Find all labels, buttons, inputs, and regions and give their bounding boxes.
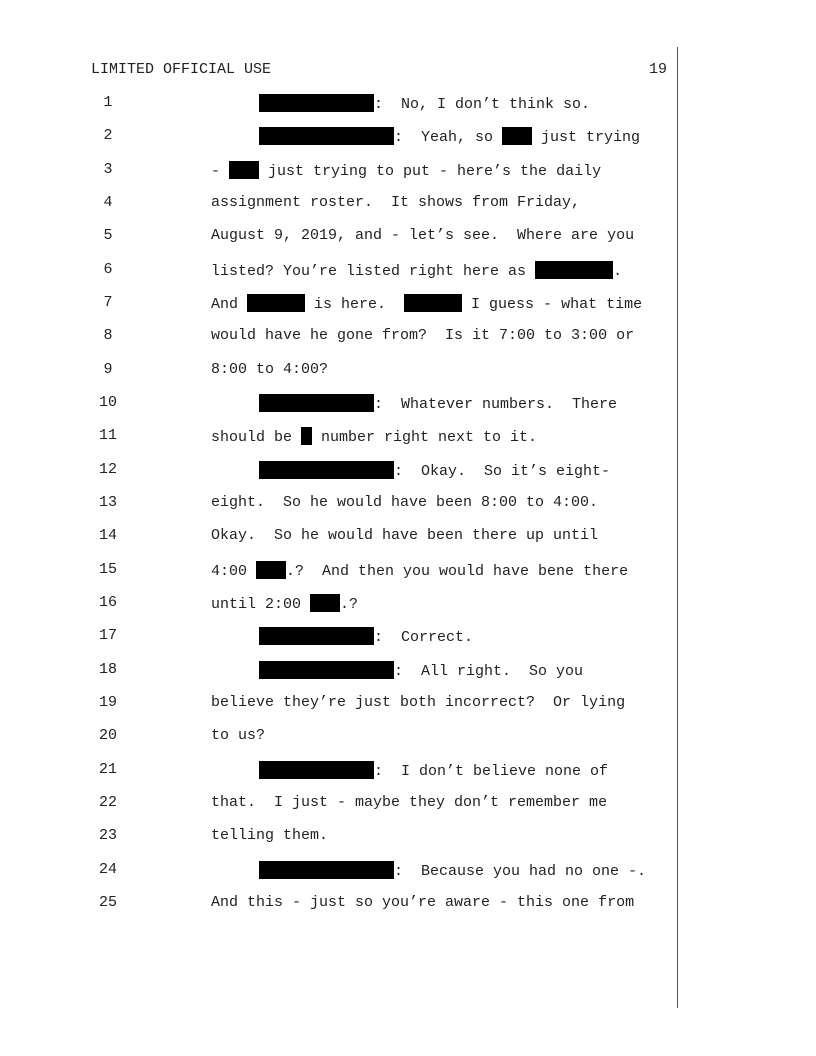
- line-number: 9: [103, 360, 113, 378]
- transcript-line: [0, 327, 680, 349]
- line-text: [211, 361, 328, 378]
- line-text: [211, 694, 625, 711]
- text-segment: number right next to it.: [312, 429, 538, 447]
- redaction-block: [301, 427, 312, 445]
- transcript-line: [0, 627, 680, 649]
- text-segment: .?: [340, 595, 359, 613]
- text-segment: : Because you had no one -.: [394, 862, 647, 880]
- line-text: [211, 494, 598, 511]
- line-text: [211, 527, 598, 544]
- line-text: [211, 261, 622, 280]
- text-segment: : Correct.: [374, 629, 474, 647]
- transcript-line: [0, 594, 680, 616]
- line-text: [259, 461, 610, 480]
- transcript-line: [0, 861, 680, 883]
- text-segment: should be: [211, 429, 302, 447]
- line-text: [211, 894, 634, 911]
- line-text: [211, 594, 358, 613]
- line-text: [259, 127, 640, 146]
- text-segment: : No, I don’t think so.: [374, 96, 591, 113]
- redaction-block: [259, 627, 374, 645]
- transcript-line: [0, 527, 680, 549]
- transcript-line: [0, 161, 680, 183]
- line-number: 19: [98, 693, 117, 711]
- line-number: 16: [98, 593, 117, 611]
- text-segment: just trying: [532, 129, 641, 147]
- text-segment: .: [613, 262, 623, 280]
- transcript-line: [0, 761, 680, 783]
- text-segment: telling them.: [211, 827, 329, 845]
- line-text: [211, 561, 628, 580]
- redaction-block: [259, 461, 394, 479]
- line-text: [259, 94, 590, 113]
- transcript-line: [0, 127, 680, 149]
- line-number: 4: [103, 193, 113, 211]
- text-segment: August 9, 2019, and - let’s see. Where are you: [211, 227, 635, 245]
- text-segment: : Whatever numbers. There: [374, 395, 618, 413]
- redaction-block: [259, 94, 374, 112]
- redaction-block: [247, 294, 305, 312]
- transcript-line: [0, 361, 680, 383]
- transcript-line: [0, 561, 680, 583]
- text-segment: And this - just so you’re aware - this one from: [211, 893, 635, 911]
- line-number: 8: [103, 327, 113, 345]
- line-number: 1: [103, 94, 113, 111]
- line-number: 3: [103, 160, 113, 178]
- line-text: [211, 827, 328, 844]
- transcript-line: [0, 894, 680, 916]
- line-text: [211, 727, 265, 744]
- line-number: 2: [103, 127, 113, 145]
- text-segment: that. I just - maybe they don’t remember me: [211, 793, 608, 811]
- line-text: [211, 294, 642, 313]
- classification-marking: LIMITED OFFICIAL USE: [91, 61, 272, 78]
- line-number: 15: [98, 560, 117, 578]
- line-text: [259, 661, 583, 680]
- transcript-line: [0, 794, 680, 816]
- text-segment: And: [211, 295, 248, 313]
- text-segment: : Okay. So it’s eight-: [394, 462, 611, 480]
- text-segment: : Yeah, so: [394, 129, 503, 147]
- redaction-block: [404, 294, 462, 312]
- transcript-line: [0, 727, 680, 749]
- line-number: 6: [103, 260, 113, 278]
- line-number: 20: [98, 727, 117, 745]
- text-segment: to us?: [211, 727, 266, 745]
- text-segment: 8:00 to 4:00?: [211, 360, 329, 378]
- text-segment: is here.: [305, 295, 405, 313]
- redaction-block: [259, 661, 394, 679]
- line-number: 10: [98, 393, 117, 411]
- redaction-block: [310, 594, 340, 612]
- line-text: [211, 161, 601, 180]
- page-header: [91, 61, 667, 81]
- text-segment: : All right. So you: [394, 662, 584, 680]
- transcript-line: [0, 494, 680, 516]
- transcript-line: [0, 427, 680, 449]
- line-number: 12: [98, 460, 117, 478]
- text-segment: assignment roster. It shows from Friday,: [211, 193, 581, 211]
- line-text: [211, 794, 607, 811]
- line-text: [259, 761, 608, 780]
- text-segment: eight. So he would have been 8:00 to 4:00.: [211, 493, 599, 511]
- line-text: [211, 227, 634, 244]
- transcript-line: [0, 661, 680, 683]
- line-text: [259, 394, 617, 413]
- line-number: 5: [103, 227, 113, 245]
- line-number: 7: [103, 293, 113, 311]
- line-number: 18: [98, 660, 117, 678]
- line-number: 23: [98, 827, 117, 845]
- line-number: 14: [98, 527, 117, 545]
- redaction-block: [229, 161, 259, 179]
- line-number: 22: [98, 793, 117, 811]
- line-number: 11: [98, 427, 117, 445]
- transcript-line: [0, 94, 680, 116]
- line-number: 17: [98, 627, 117, 645]
- redaction-block: [259, 127, 394, 145]
- line-text: [259, 627, 473, 646]
- redaction-block: [535, 261, 613, 279]
- text-segment: listed? You’re listed right here as: [211, 262, 536, 280]
- redaction-block: [256, 561, 286, 579]
- text-segment: I guess - what time: [462, 295, 643, 313]
- redaction-block: [259, 861, 394, 879]
- transcript-line: [0, 194, 680, 216]
- text-segment: Okay. So he would have been there up until: [211, 527, 599, 545]
- transcript-line: [0, 827, 680, 849]
- transcript-line: [0, 461, 680, 483]
- redaction-block: [259, 394, 374, 412]
- line-number: 13: [98, 493, 117, 511]
- redaction-block: [259, 761, 374, 779]
- line-text: [211, 427, 537, 446]
- line-text: [211, 194, 580, 211]
- transcript-line: [0, 227, 680, 249]
- text-segment: would have he gone from? Is it 7:00 to 3:00 or: [211, 327, 635, 345]
- line-text: [259, 861, 646, 880]
- text-segment: until 2:00: [211, 595, 311, 613]
- transcript-line: [0, 294, 680, 316]
- page-number: 19: [648, 61, 667, 78]
- text-segment: 4:00: [211, 562, 257, 580]
- text-segment: just trying to put - here’s the daily: [259, 162, 602, 180]
- line-number: 24: [98, 860, 117, 878]
- redaction-block: [502, 127, 532, 145]
- line-number: 21: [98, 760, 117, 778]
- transcript-line: [0, 694, 680, 716]
- line-text: [211, 327, 634, 344]
- transcript-line: [0, 261, 680, 283]
- transcript-line: [0, 394, 680, 416]
- text-segment: : I don’t believe none of: [374, 762, 609, 780]
- text-segment: .? And then you would have bene there: [286, 562, 629, 580]
- line-number: 25: [98, 893, 117, 911]
- text-segment: believe they’re just both incorrect? Or lying: [211, 693, 626, 711]
- text-segment: -: [211, 162, 230, 180]
